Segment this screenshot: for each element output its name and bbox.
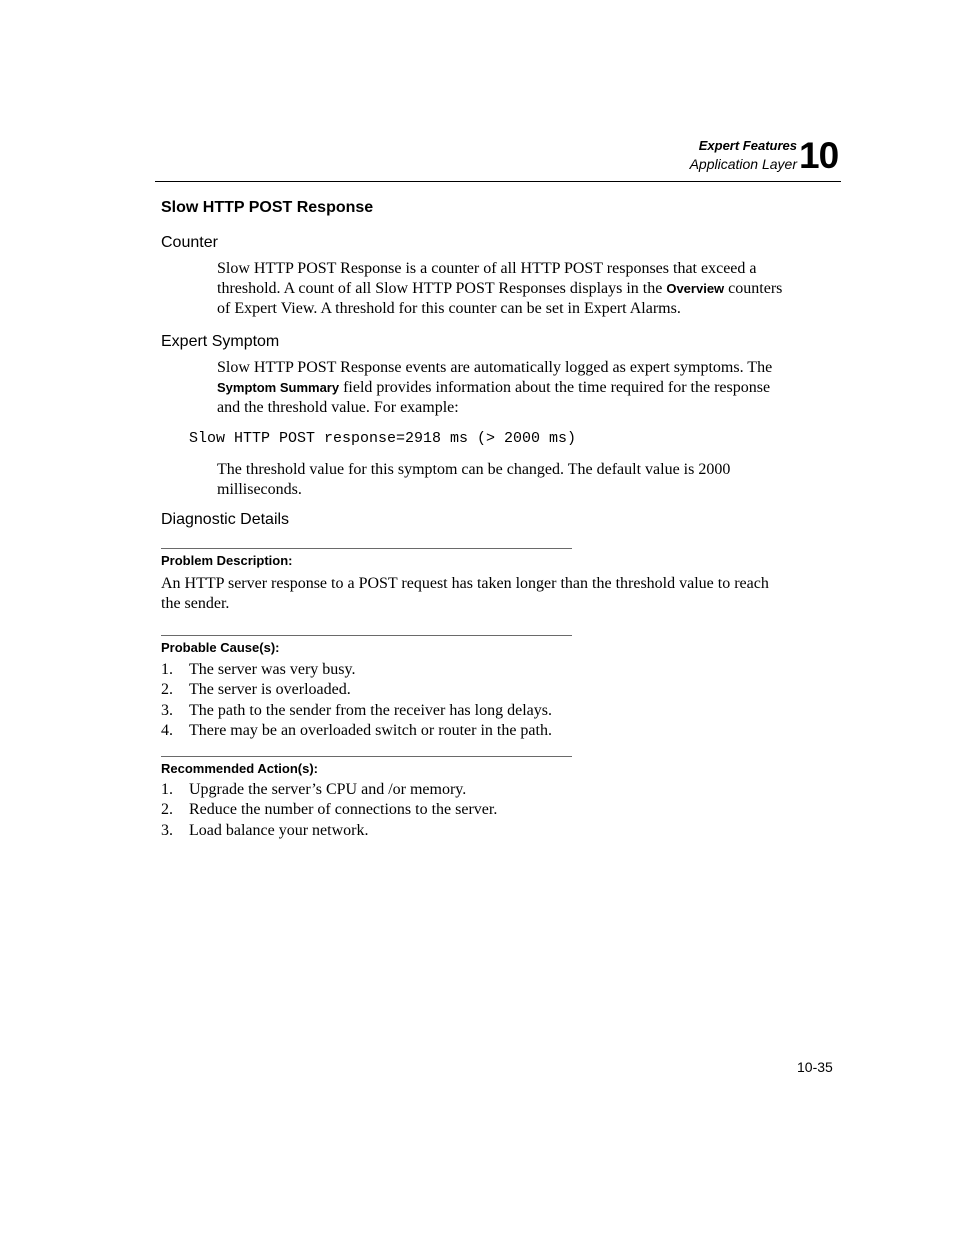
problem-text: An HTTP server response to a POST request has taken longer than the threshold value to reach the sender. — [161, 575, 769, 612]
list-item — [161, 721, 552, 741]
chapter-title: Expert Features — [698, 138, 797, 153]
section-heading: Slow HTTP POST Response — [161, 199, 374, 216]
list-text: There may be an overloaded switch or router in the path. — [189, 721, 552, 739]
actions-list — [161, 780, 497, 841]
causes-list — [161, 660, 552, 741]
page-number: 10-35 — [797, 1059, 833, 1075]
problem-label: Problem Description: — [161, 553, 293, 568]
counter-heading: Counter — [161, 234, 218, 251]
causes-rule — [161, 635, 572, 636]
symptom-text-after: field provides information about the time required for the response and the threshold value. For example: — [217, 379, 771, 416]
expert-symptom-heading: Expert Symptom — [161, 333, 280, 350]
list-text: Load balance your network. — [189, 821, 369, 839]
list-item — [161, 660, 552, 680]
actions-rule — [161, 756, 572, 757]
header-rule — [155, 181, 841, 182]
overview-term: Overview — [666, 281, 725, 296]
threshold-note: The threshold value for this symptom can be changed. The default value is 2000 milliseconds. — [217, 461, 731, 498]
list-item — [161, 821, 497, 841]
counter-text-before: Slow HTTP POST Response is a counter of all HTTP POST responses that exceed a threshold. A count of all Slow HTTP POST Responses displays in the — [217, 260, 757, 297]
list-number: 3. — [161, 821, 173, 839]
problem-rule — [161, 548, 572, 549]
list-number: 1. — [161, 781, 173, 798]
list-number: 4. — [161, 721, 173, 739]
list-number: 2. — [161, 801, 173, 819]
list-text: The path to the sender from the receiver has long delays. — [189, 701, 552, 719]
list-text: The server is overloaded. — [189, 681, 351, 699]
list-text: Upgrade the server’s CPU and /or memory. — [189, 781, 467, 798]
list-text: The server was very busy. — [189, 661, 356, 678]
list-item — [161, 780, 497, 800]
diagnostic-details-heading: Diagnostic Details — [161, 511, 290, 528]
counter-paragraph — [217, 259, 797, 319]
symptom-text-before: Slow HTTP POST Response events are automatically logged as expert symptoms. The — [217, 359, 773, 376]
chapter-number: 10 — [799, 135, 839, 176]
list-number: 2. — [161, 681, 173, 699]
symptom-summary-term: Symptom Summary — [217, 380, 340, 395]
list-item — [161, 800, 497, 820]
list-item — [161, 680, 552, 700]
list-number: 3. — [161, 701, 173, 719]
section-title: Application Layer — [689, 156, 797, 172]
actions-label: Recommended Action(s): — [161, 761, 318, 776]
list-number: 1. — [161, 661, 173, 678]
list-item — [161, 701, 552, 721]
counter-text-after: counters of Expert View. A threshold for this counter can be set in Expert Alarms. — [217, 280, 783, 317]
list-text: Reduce the number of connections to the server. — [189, 801, 498, 819]
expert-symptom-paragraph — [217, 358, 797, 418]
causes-label: Probable Cause(s): — [161, 640, 280, 655]
example-code: Slow HTTP POST response=2918 ms (> 2000 ms) — [189, 430, 577, 447]
